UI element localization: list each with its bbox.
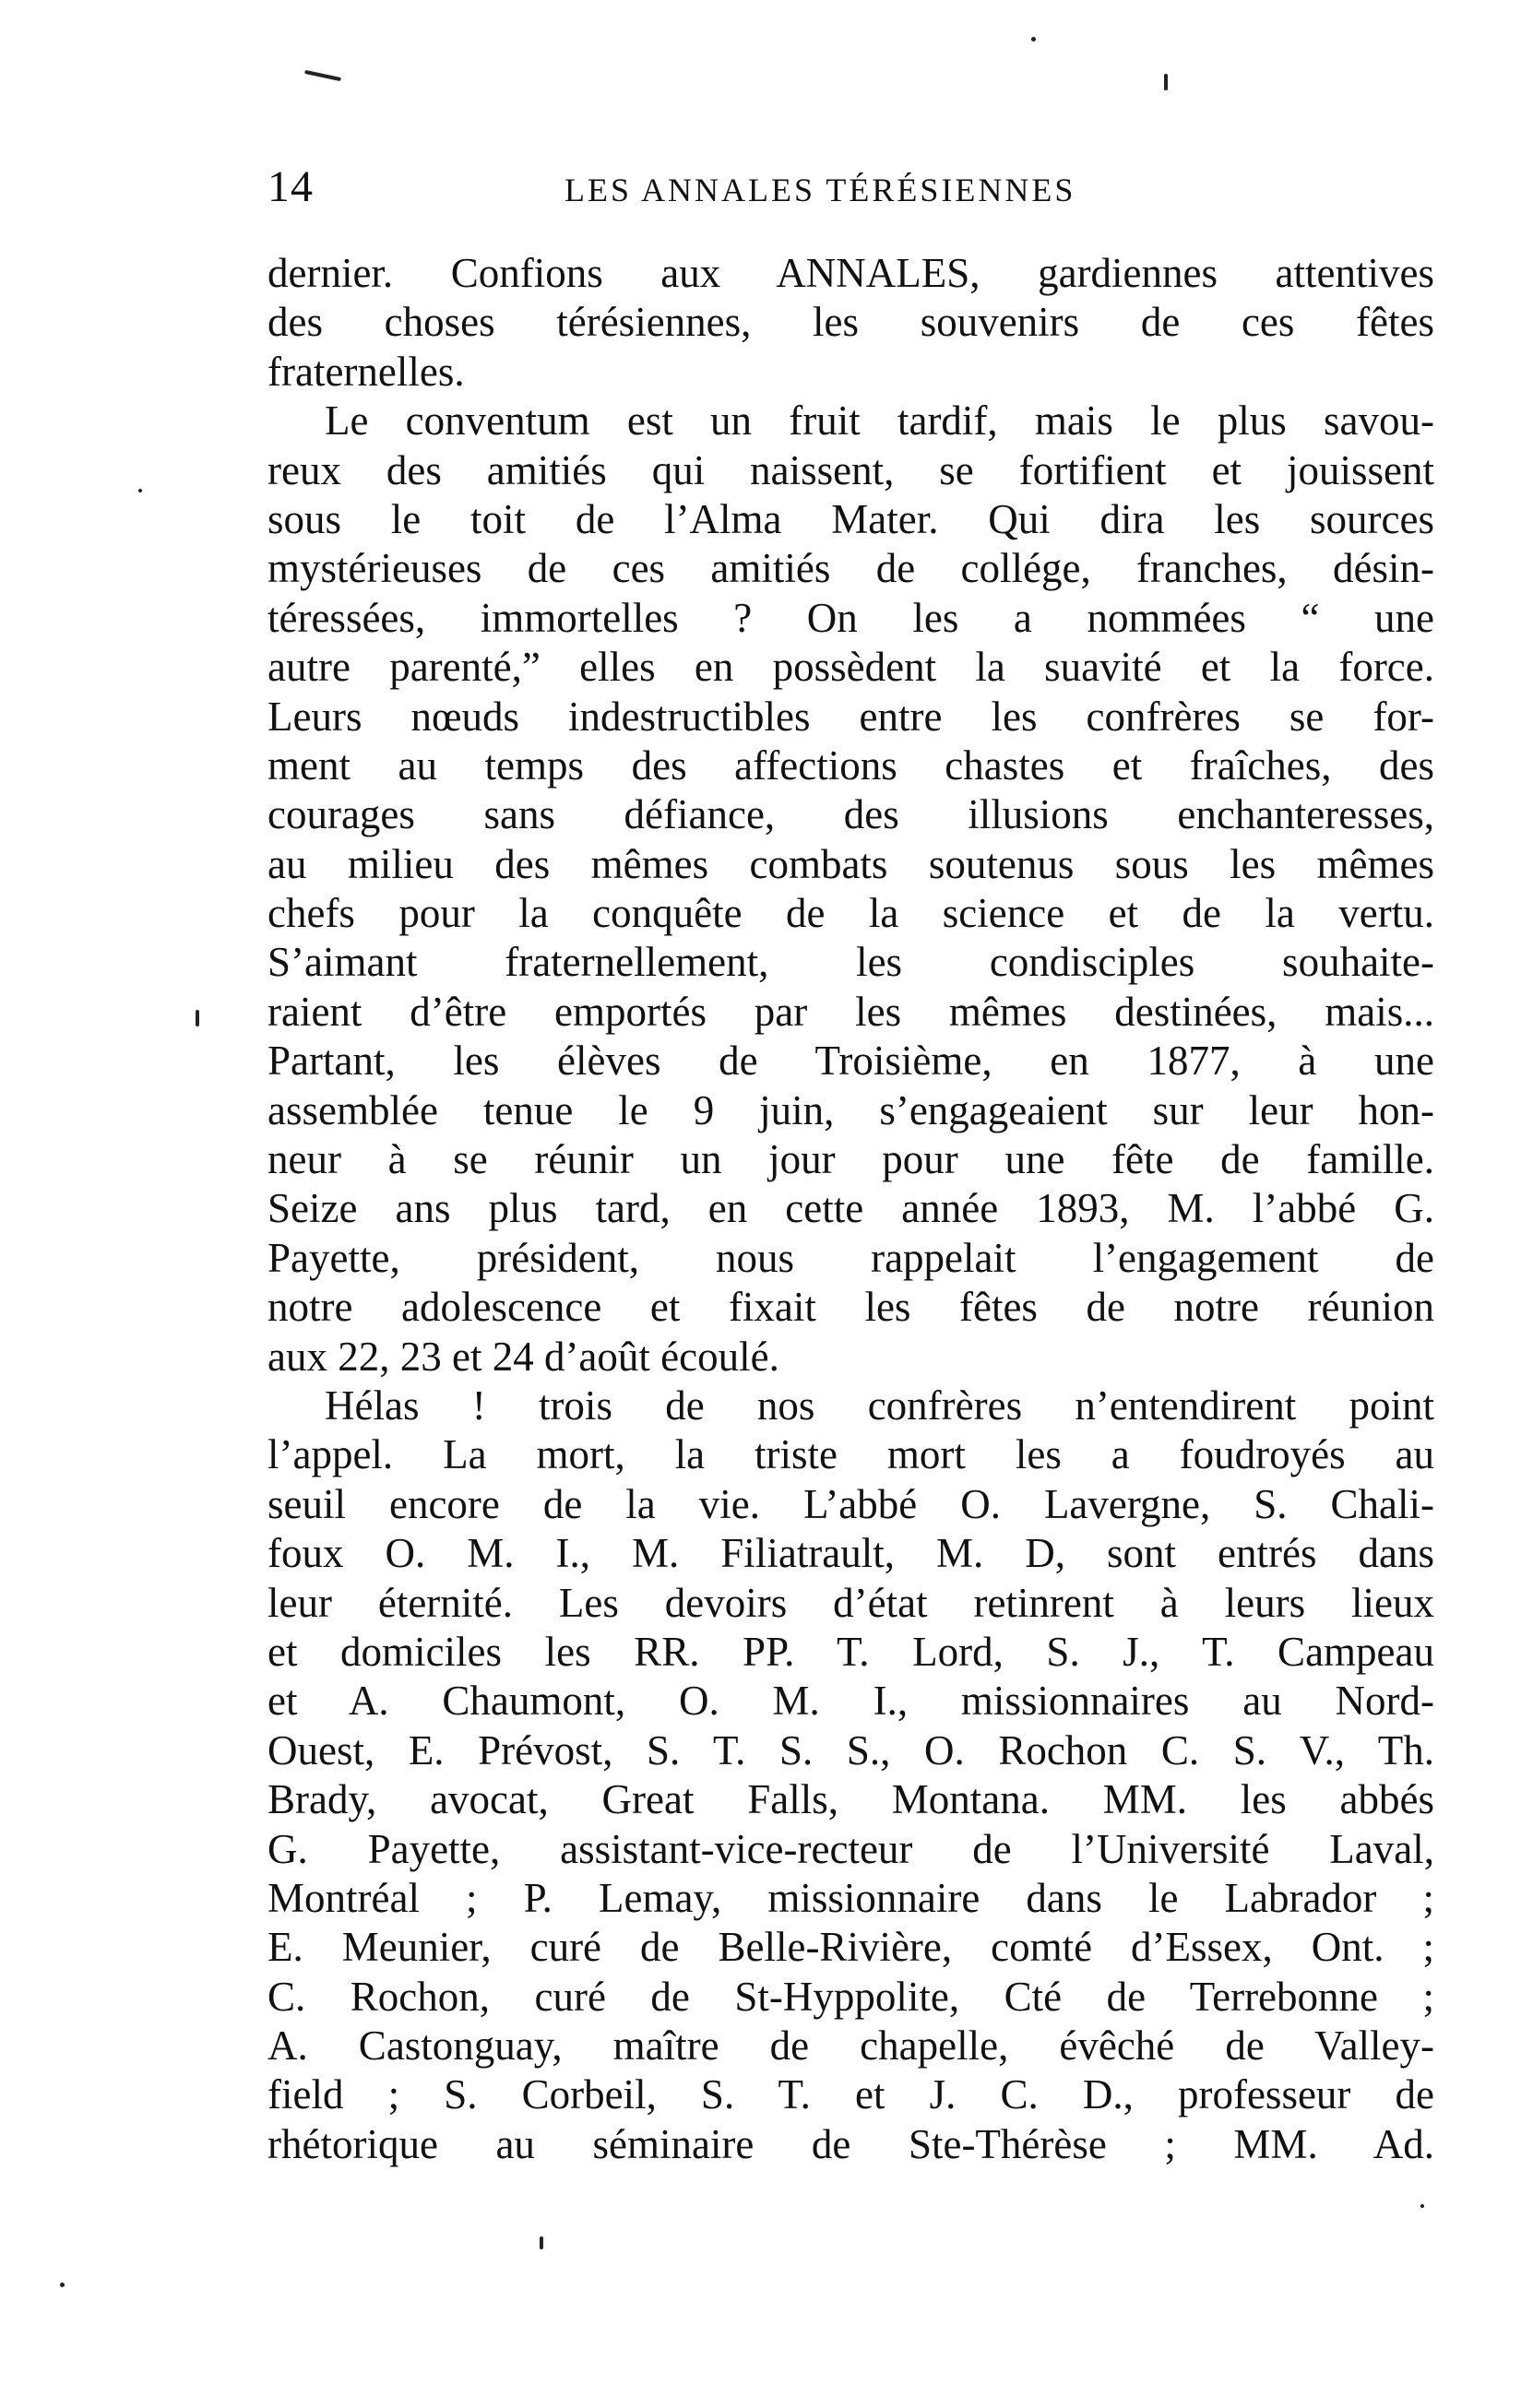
text-line: C. Rochon, curé de St-Hyppolite, Cté de Terrebonne ;	[267, 1973, 1434, 2020]
text-line: fraternelles.	[267, 348, 465, 395]
text-line: Leurs nœuds indestructibles entre les confrères se for-	[267, 693, 1434, 740]
scan-speck	[60, 2283, 65, 2287]
text-line: Ouest, E. Prévost, S. T. S. S., O. Rochon C. S. V., Th.	[267, 1726, 1434, 1773]
scan-speck	[540, 2236, 543, 2249]
page-number: 14	[267, 162, 314, 211]
text-line: S’aimant fraternellement, les condisciples souhaite-	[267, 939, 1434, 986]
text-line: au milieu des mêmes combats soutenus sous les mêmes	[267, 840, 1434, 887]
text-line: téressées, immortelles ? On les a nommées “ une	[267, 594, 1434, 641]
text-line: G. Payette, assistant-vice-recteur de l’Université Laval,	[267, 1825, 1434, 1872]
scan-speck	[196, 1010, 199, 1026]
text-line: sous le toit de l’Alma Mater. Qui dira les sources	[267, 495, 1434, 542]
text-line: des choses térésiennes, les souvenirs de ces fêtes	[267, 299, 1434, 346]
running-head: LES ANNALES TÉRÉSIENNES	[564, 172, 1076, 208]
body-text	[267, 249, 1434, 2169]
text-line: ment au temps des affections chastes et fraîches, des	[267, 741, 1434, 789]
text-line: Partant, les élèves de Troisième, en 1877, à une	[267, 1038, 1434, 1085]
text-line: Brady, avocat, Great Falls, Montana. MM. les abbés	[267, 1776, 1434, 1823]
page-header	[267, 155, 1430, 219]
text-line: dernier. Confions aux ANNALES, gardiennes attentives	[267, 250, 1434, 296]
text-line: et domiciles les RR. PP. T. Lord, S. J., T. Campeau	[267, 1628, 1434, 1675]
text-line: field ; S. Corbeil, S. T. et J. C. D., professeur de	[267, 2071, 1434, 2118]
scan-speck	[1031, 37, 1036, 42]
text-line: l’appel. La mort, la triste mort les a foudroyés au	[267, 1431, 1434, 1478]
text-line: A. Castonguay, maître de chapelle, évêché de Valley-	[267, 2022, 1434, 2070]
text-line: mystérieuses de ces amitiés de collége, franches, désin-	[267, 545, 1434, 592]
text-line: assemblée tenue le 9 juin, s’engageaient sur leur hon-	[267, 1086, 1434, 1133]
scan-speck	[138, 489, 142, 492]
text-line: Le conventum est un fruit tardif, mais le plus savou-	[325, 397, 1434, 445]
text-line: chefs pour la conquête de la science et de la vertu.	[267, 890, 1434, 937]
scan-speck	[304, 70, 341, 81]
scan-speck	[1164, 74, 1168, 90]
text-line: Seize ans plus tard, en cette année 1893, M. l’abbé G.	[267, 1185, 1434, 1232]
text-line: leur éternité. Les devoirs d’état retinrent à leurs lieux	[267, 1579, 1434, 1626]
text-line: reux des amitiés qui naissent, se fortifient et jouissent	[267, 446, 1434, 493]
text-line: E. Meunier, curé de Belle-Rivière, comté d’Essex, Ont. ;	[267, 1924, 1434, 1971]
text-line: Hélas ! trois de nos confrères n’entendirent point	[325, 1382, 1434, 1429]
text-line: courages sans défiance, des illusions enchanteresses,	[267, 791, 1434, 838]
text-line: et A. Chaumont, O. M. I., missionnaires au Nord-	[267, 1678, 1434, 1725]
text-line: raient d’être emportés par les mêmes destinées, mais...	[267, 988, 1434, 1035]
text-line: Payette, président, nous rappelait l’engagement de	[267, 1234, 1434, 1281]
text-line: aux 22, 23 et 24 d’août écoulé.	[267, 1333, 779, 1380]
text-line: neur à se réunir un jour pour une fête de famille.	[267, 1136, 1434, 1183]
text-line: rhétorique au séminaire de Ste-Thérèse ; MM. Ad.	[267, 2120, 1434, 2167]
text-line: seuil encore de la vie. L’abbé O. Lavergne, S. Chali-	[267, 1480, 1434, 1527]
text-line: Montréal ; P. Lemay, missionnaire dans le Labrador ;	[267, 1874, 1434, 1921]
text-line: foux O. M. I., M. Filiatrault, M. D, sont entrés dans	[267, 1530, 1434, 1577]
scan-speck	[1420, 2204, 1424, 2208]
text-line: notre adolescence et fixait les fêtes de notre réunion	[267, 1284, 1434, 1331]
text-line: autre parenté,” elles en possèdent la suavité et la force.	[267, 644, 1434, 691]
